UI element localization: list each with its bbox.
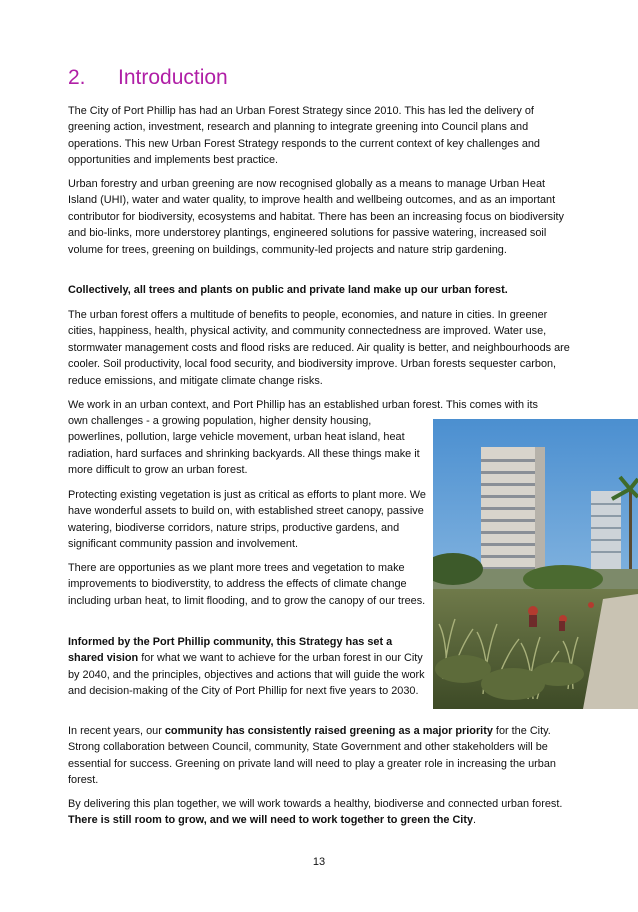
paragraph-challenges-line1: We work in an urban context, and Port Phillip has an established urban forest. This comes with its (68, 399, 538, 411)
page-number: 13 (312, 856, 326, 868)
paragraph-urban-greening: Urban forestry and urban greening are now recognised globally as a means to manage Urban Heat Island (UHI), water and water quality, to improve health and wellbeing outcomes, and as an important contributor for biodiversity, ecosystems and habitat. There has been an increasing focus on biodiversity and bio-links, more understorey plantings, engineered solutions for passive watering, increased soil volume for trees, greening on buildings, community-led projects and nature strip gardening. (68, 178, 564, 256)
vision-text: for what we want to achieve for the urban forest in our City by 2040, and the principles, objectives and actions that will guide the work and decision-making of the City of Port Phillip for next five years to 2030. (68, 652, 425, 698)
paragraph-benefits: The urban forest offers a multitude of benefits to people, economies, and nature in cities. In greener cities, happiness, health, physical activity, and community connectedness are improved. Water use, stormwater management costs and flood risks are reduced. Air quality is better, and neighbourhoods are cooler. Soil productivity, local food security, and biodiversity improve. Urban forests sequester carbon, reduce emissions, and mitigate climate change risks. (68, 309, 570, 387)
streetscape-photo (433, 419, 638, 709)
priority-text-b: for the City. Strong collaboration between Council, community, State Government and other stakeholders will be essential for success. Greening on private land will need to play a greater role in increasing the urban forest. (68, 725, 556, 787)
paragraph-challenges: own challenges - a growing population, higher density housing, powerlines, pollution, large vehicle movement, urban heat island, heat radiation, hard surfaces and shrinking backyards. All these things make it more difficult to grow an urban forest. (68, 415, 420, 477)
section-heading (68, 66, 228, 90)
closing-text: By delivering this plan together, we will work towards a healthy, biodiverse and connected urban forest. (68, 798, 563, 810)
bold-statement: Collectively, all trees and plants on public and private land make up our urban forest. (68, 284, 508, 296)
closing-period: . (473, 814, 477, 827)
paragraph-protecting: Protecting existing vegetation is just as critical as efforts to plant more. We have wonderful assets to build on, with established street canopy, passive watering, biodiverse corridors, nature strips, productive gardens, and significant community passion and involvement. (68, 489, 426, 551)
section-title: Introduction (118, 66, 228, 89)
paragraph-community-priority (68, 723, 576, 789)
vision-bold: Informed by the Port Phillip community, this Strategy has set a shared vision (68, 636, 393, 665)
paragraph-opportunities: There are opportunies as we plant more trees and vegetation to make improvements to biodiverstity, to address the effects of climate change including urban heat, to limit flooding, and to grow the canopy of our trees. (68, 562, 426, 607)
priority-bold: community has consistently raised greening as a major priority (164, 725, 493, 737)
paragraph-closing (68, 796, 576, 829)
paragraph-vision (68, 634, 426, 700)
closing-bold: There is still room to grow, and we will need to work together to green the City (68, 814, 474, 827)
section-number: 2. (68, 66, 86, 89)
paragraph-collective-statement (68, 282, 576, 298)
priority-text-a: In recent years, our (68, 725, 165, 737)
paragraph-intro: The City of Port Phillip has had an Urban Forest Strategy since 2010. This has led the delivery of greening action, investment, research and planning to integrate greening into Council plans and operations. This new Urban Forest Strategy responds to the current context of key challenges and opportunities and implements best practice. (68, 105, 540, 167)
